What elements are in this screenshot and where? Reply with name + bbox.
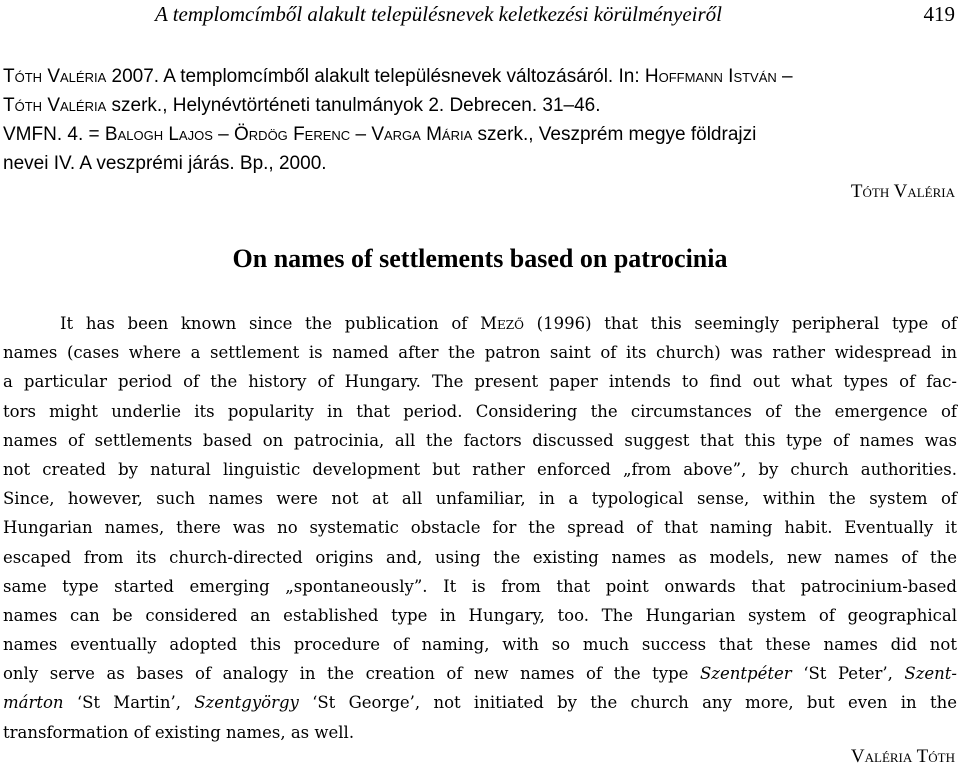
abstract-line: [3, 309, 957, 338]
reference-editor: Tóth Valéria: [3, 95, 107, 116]
reference-line: [3, 91, 955, 120]
reference-editor: Ördög Ferenc: [234, 124, 351, 145]
reference-editor: Balogh Lajos: [104, 124, 213, 145]
abstract-line: [3, 659, 957, 688]
abstract-text: ‘St Peter’,: [791, 664, 905, 684]
reference-text: nevei IV. A veszprémi járás. Bp., 2000.: [3, 153, 327, 174]
abstract-text: ‘St Martin’,: [63, 693, 195, 713]
reference-text: –: [212, 124, 235, 145]
abstract-line: not created by natural linguistic development but rather enforced „from above”, by church authorities.: [3, 459, 957, 479]
abstract-line: Since, however, such names were not at all unfamiliar, in a typological sense, within the system of: [3, 489, 957, 509]
example-name: Szentpéter: [700, 664, 792, 684]
reference-text: VMFN. 4. =: [3, 124, 105, 145]
abstract-line: escaped from its church-directed origins and, using the existing names as models, new names of the: [3, 547, 957, 567]
abstract-line: Hungarian names, there was no systematic obstacle for the spread of that naming habit. Eventually it: [3, 518, 957, 538]
reference-text: –: [350, 124, 372, 145]
abstract-line: same type started emerging „spontaneously”. It is from that point onwards that patrocinium-based: [3, 576, 957, 596]
abstract-line: tors might underlie its popularity in that period. Considering the circumstances of the emergence of: [3, 401, 957, 421]
running-title: A templomcímből alakult településnevek keletkezési körülményeiről: [155, 2, 722, 26]
reference-line: [3, 120, 955, 149]
example-name: márton: [3, 693, 64, 713]
abstract-line: names can be considered an established type in Hungary, too. The Hungarian system of geographical: [3, 605, 957, 625]
cited-author: Mező: [480, 314, 524, 333]
article-author-signature: Valéria Tóth: [850, 746, 955, 767]
article-title: On names of settlements based on patrocinia: [232, 244, 728, 273]
article-author: Tóth Valéria: [850, 181, 955, 202]
reference-text: szerk., Veszprém megye földrajzi: [472, 124, 757, 145]
reference-editor: Varga Mária: [371, 124, 473, 145]
reference-editor: Hoffmann István: [644, 66, 777, 87]
abstract-line: transformation of existing names, as well.: [3, 722, 355, 742]
page-number: 419: [923, 2, 955, 26]
references-section: [3, 62, 955, 178]
reference-text: –: [776, 66, 793, 87]
abstract-text: It has been known since the publication of: [60, 314, 481, 333]
abstract-line: names eventually adopted this procedure of naming, with so much success that these names did not: [3, 635, 957, 655]
example-name: Szent-: [904, 664, 957, 684]
running-header: [155, 2, 955, 32]
abstract-line: a particular period of the history of Hungary. The present paper intends to find out what types of fac-: [3, 372, 957, 392]
example-name: Szentgyörgy: [194, 693, 299, 713]
abstract-line: names of settlements based on patrocinia, all the factors discussed suggest that this type of names was: [3, 430, 957, 450]
reference-author: Tóth Valéria: [3, 66, 107, 87]
reference-text: szerk., Helynévtörténeti tanulmányok 2. Debrecen. 31–46.: [106, 95, 601, 116]
abstract-paragraph: [3, 309, 957, 747]
reference-line: [3, 149, 955, 178]
abstract-text: (1996) that this seemingly peripheral type of: [523, 314, 958, 333]
abstract-text: ‘St George’, not initiated by the church any more, but even in the: [298, 693, 957, 713]
reference-text: 2007. A templomcímből alakult településnevek változásáról. In:: [106, 66, 645, 87]
abstract-text: only serve as bases of analogy in the creation of new names of the type: [3, 664, 700, 684]
reference-line: [3, 62, 955, 91]
abstract-line: [3, 688, 957, 717]
abstract-line: names (cases where a settlement is named after the patron saint of its church) was rather widespread in: [3, 343, 957, 363]
